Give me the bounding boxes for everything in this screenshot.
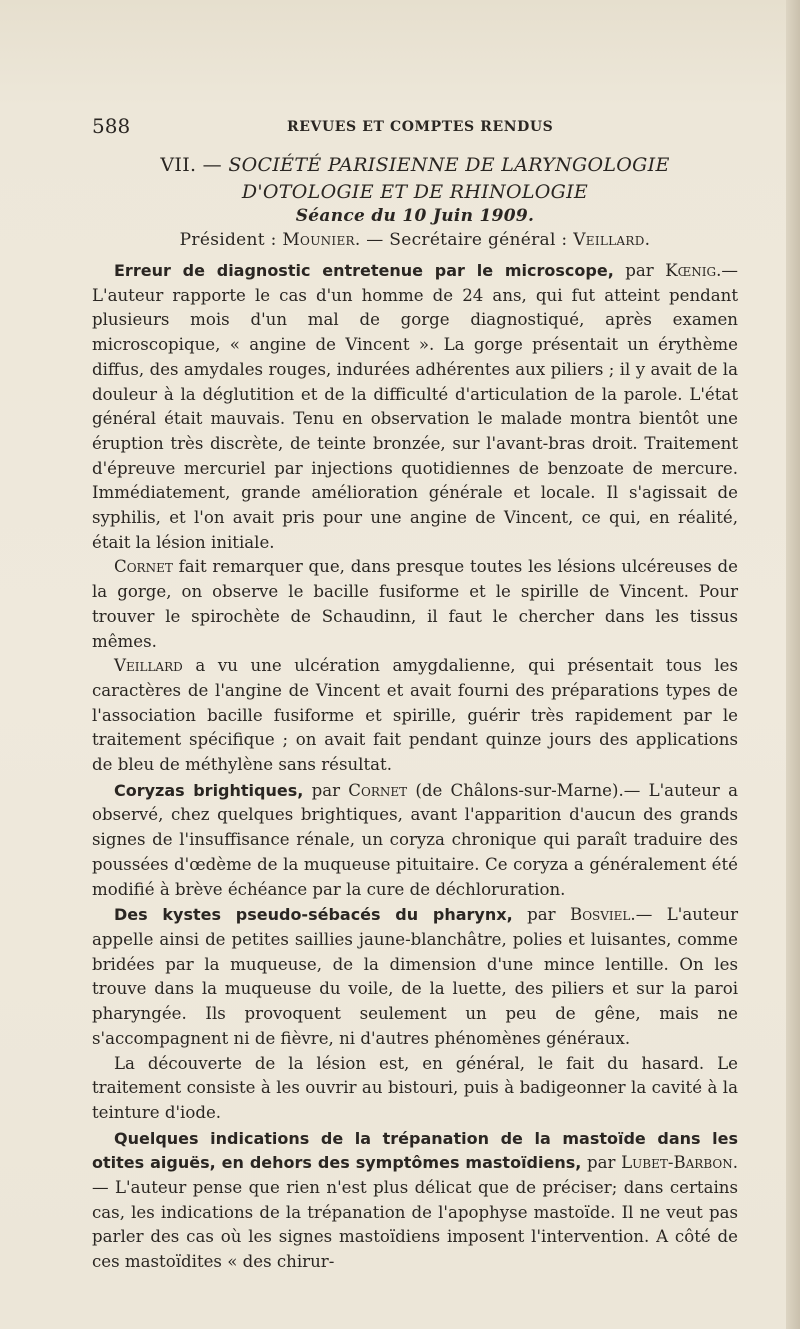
section-title-line2: D'OTOLOGIE ET DE RHINOLOGIE — [241, 181, 589, 203]
discussant-name: Veillard — [114, 656, 183, 676]
article-lubet-barbon: Quelques indications de la trépanation de la mastoïde dans les otites aiguës, en dehors des symptômes mastoïdiens, par Lubet-Barbon.— L'auteur pense que rien n'est plus délicat que de préciser; dans certains cas, les indications de la trépanation de l'apophyse mastoïde. Il ne veut pas parler des cas où les signes mastoïdiens imposent l'intervention. A côté de ces mastoïdites « des chirur- — [92, 1128, 738, 1272]
discussion-veillard — [92, 654, 738, 778]
article-text: (de Châlons-sur-Marne).— L'auteur a observé, chez quelques brightiques, avant l'apparition d'aucun des grands signes de l'insuffisance rénale, un coryza chronique qui paraît traduire des poussées d'œdème de la muqueuse pituitaire. Ce coryza a généralement été modifié à brève échéance par la cure de déchloruration. — [92, 780, 738, 899]
article-body — [92, 258, 738, 1275]
session-date: Séance du 10 Juin 1909. — [295, 206, 535, 226]
article-bosviel: Des kystes pseudo-sébacés du pharynx, par Bosviel.— L'auteur appelle ainsi de petites saillies jaune-blanchâtre, polies et luisantes, comme bridées par la muqueuse, de la dimension d'une mince lentille. On les trouve dans la muqueuse du voile, de la luette, des piliers et sur la paroi pharyngée. Ils provoquent seulement un peu de gêne, mais ne s'accompagnent ni de fièvre, ni d'autres phénomènes généraux. — [92, 905, 739, 1048]
article-text: — L'auteur pense que rien n'est plus délicat que de préciser; dans certains cas, les indications de la trépanation de l'apophyse mastoïde. Il ne veut pas parler des cas où les signes mastoïdiens imposent l'intervention. A côté de ces mastoïdites « des chirur- — [92, 1178, 738, 1272]
article-title: Erreur de diagnostic entretenue par le microscope, — [114, 261, 614, 280]
page-gutter-shadow — [786, 0, 800, 1329]
article-author: Bosviel. — [570, 905, 636, 925]
article-cornet: Coryzas brightiques, par Cornet (de Châlons-sur-Marne).— L'auteur a observé, chez quelques brightiques, avant l'apparition d'aucun des grands signes de l'insuffisance rénale, un coryza chronique qui paraît traduire des poussées d'œdème de la muqueuse pituitaire. Ce coryza a généralement été modifié à brève échéance par la cure de déchloruration. — [92, 780, 738, 899]
article-text: — L'auteur rapporte le cas d'un homme de 24 ans, qui fut atteint pendant plusieurs mois d'un mal de gorge diagnostiqué, après examen microscopique, « angine de Vincent ». La gorge présentait un érythème diffus, des amydales rouges, indurées adhérentes aux piliers ; il y avait de la douleur à la déglutition et de la difficulté d'articulation de la parole. L'état général était mauvais. Tenu en observation le malade montra bientôt une éruption très discrète, de teinte bronzée, sur l'avant-bras droit. Traitement d'épreuve mercuriel par injections quotidiennes de benzoate de mercure. Immédiatement, grande amélioration générale et locale. Il s'agissait de syphilis, et l'on avait pris pour une angine de Vincent, ce qui, en réalité, était la lésion initiale. — [92, 261, 738, 552]
discussion-text: a vu une ulcération amygdalienne, qui présentait tous les caractères de l'angine de Vincent et avait fourni des préparations types de l'association bacille fusiforme et spirille, guérir très rapidement par le traitement spécifique ; on avait fait pendant quinze jours des applications de bleu de méthylène sans résultat. — [92, 656, 739, 775]
section-title-part1: SOCIÉTÉ PARISIENNE DE LARYNGOLOGIE — [228, 154, 670, 176]
article-author: Cornet — [348, 780, 408, 800]
secretary-label: — Secrétaire général : — [366, 230, 568, 250]
article-author: Kœnig. — [665, 261, 722, 280]
article-bosviel-cont — [92, 1052, 738, 1126]
discussion-text: fait remarquer que, dans presque toutes les lésions ulcéreuses de la gorge, on observe le bacille fusiforme et le spirille de Vincent. Pour trouver le spirochète de Schaudinn, il faut le chercher dans les tissus mêmes. — [92, 557, 738, 651]
article-title: Quelques indications de la trépanation de la mastoïde dans les otites aiguës, en dehors des symptômes mastoïdiens, — [92, 1128, 738, 1173]
article-title: Des kystes pseudo-sébacés du pharynx, — [114, 905, 513, 925]
article-text: La découverte de la lésion est, en général, le fait du hasard. Le traitement consiste à les ouvrir au bistouri, puis à badigeonner la cavité à la teinture d'iode. — [92, 1053, 738, 1122]
page-header — [92, 114, 738, 142]
section-title-line1 — [92, 154, 738, 176]
page-number: 588 — [92, 114, 131, 138]
article-koenig: Erreur de diagnostic entretenue par le microscope, par Kœnig.— L'auteur rapporte le cas d'un homme de 24 ans, qui fut atteint pendant plusieurs mois d'un mal de gorge diagnostiqué, après examen microscopique, « angine de Vincent ». La gorge présentait un érythème diffus, des amydales rouges, indurées adhérentes aux piliers ; il y avait de la douleur à la déglutition et de la difficulté d'articulation de la parole. L'état général était mauvais. Tenu en observation le malade montra bientôt une éruption très discrète, de teinte bronzée, sur l'avant-bras droit. Traitement d'épreuve mercuriel par injections quotidiennes de benzoate de mercure. Immédiatement, grande amélioration générale et locale. Il s'agissait de syphilis, et l'on avait pris pour une angine de Vincent, ce qui, en réalité, était la lésion initiale. — [92, 261, 738, 552]
secretary-name: Veillard. — [573, 230, 651, 250]
article-text: — L'auteur appelle ainsi de petites saillies jaune-blanchâtre, polies et luisantes, comme bridées par la muqueuse, de la dimension d'une mince lentille. On les trouve dans la muqueuse du voile, de la luette, des piliers et sur la paroi pharyngée. Ils provoquent seulement un peu de gêne, mais ne s'accompagnent ni de fièvre, ni d'autres phénomènes généraux. — [92, 905, 739, 1048]
discussion-cornet — [92, 555, 738, 654]
discussant-name: Cornet — [114, 557, 173, 577]
officers-line — [92, 230, 738, 250]
article-title: Coryzas brightiques, — [114, 780, 304, 800]
president-name: Mounier. — [282, 230, 361, 250]
article-author: Lubet-Barbon. — [621, 1153, 738, 1173]
president-label: Président : — [179, 230, 277, 250]
section-number: VII. — — [160, 154, 222, 176]
running-head: REVUES ET COMPTES RENDUS — [287, 119, 554, 135]
